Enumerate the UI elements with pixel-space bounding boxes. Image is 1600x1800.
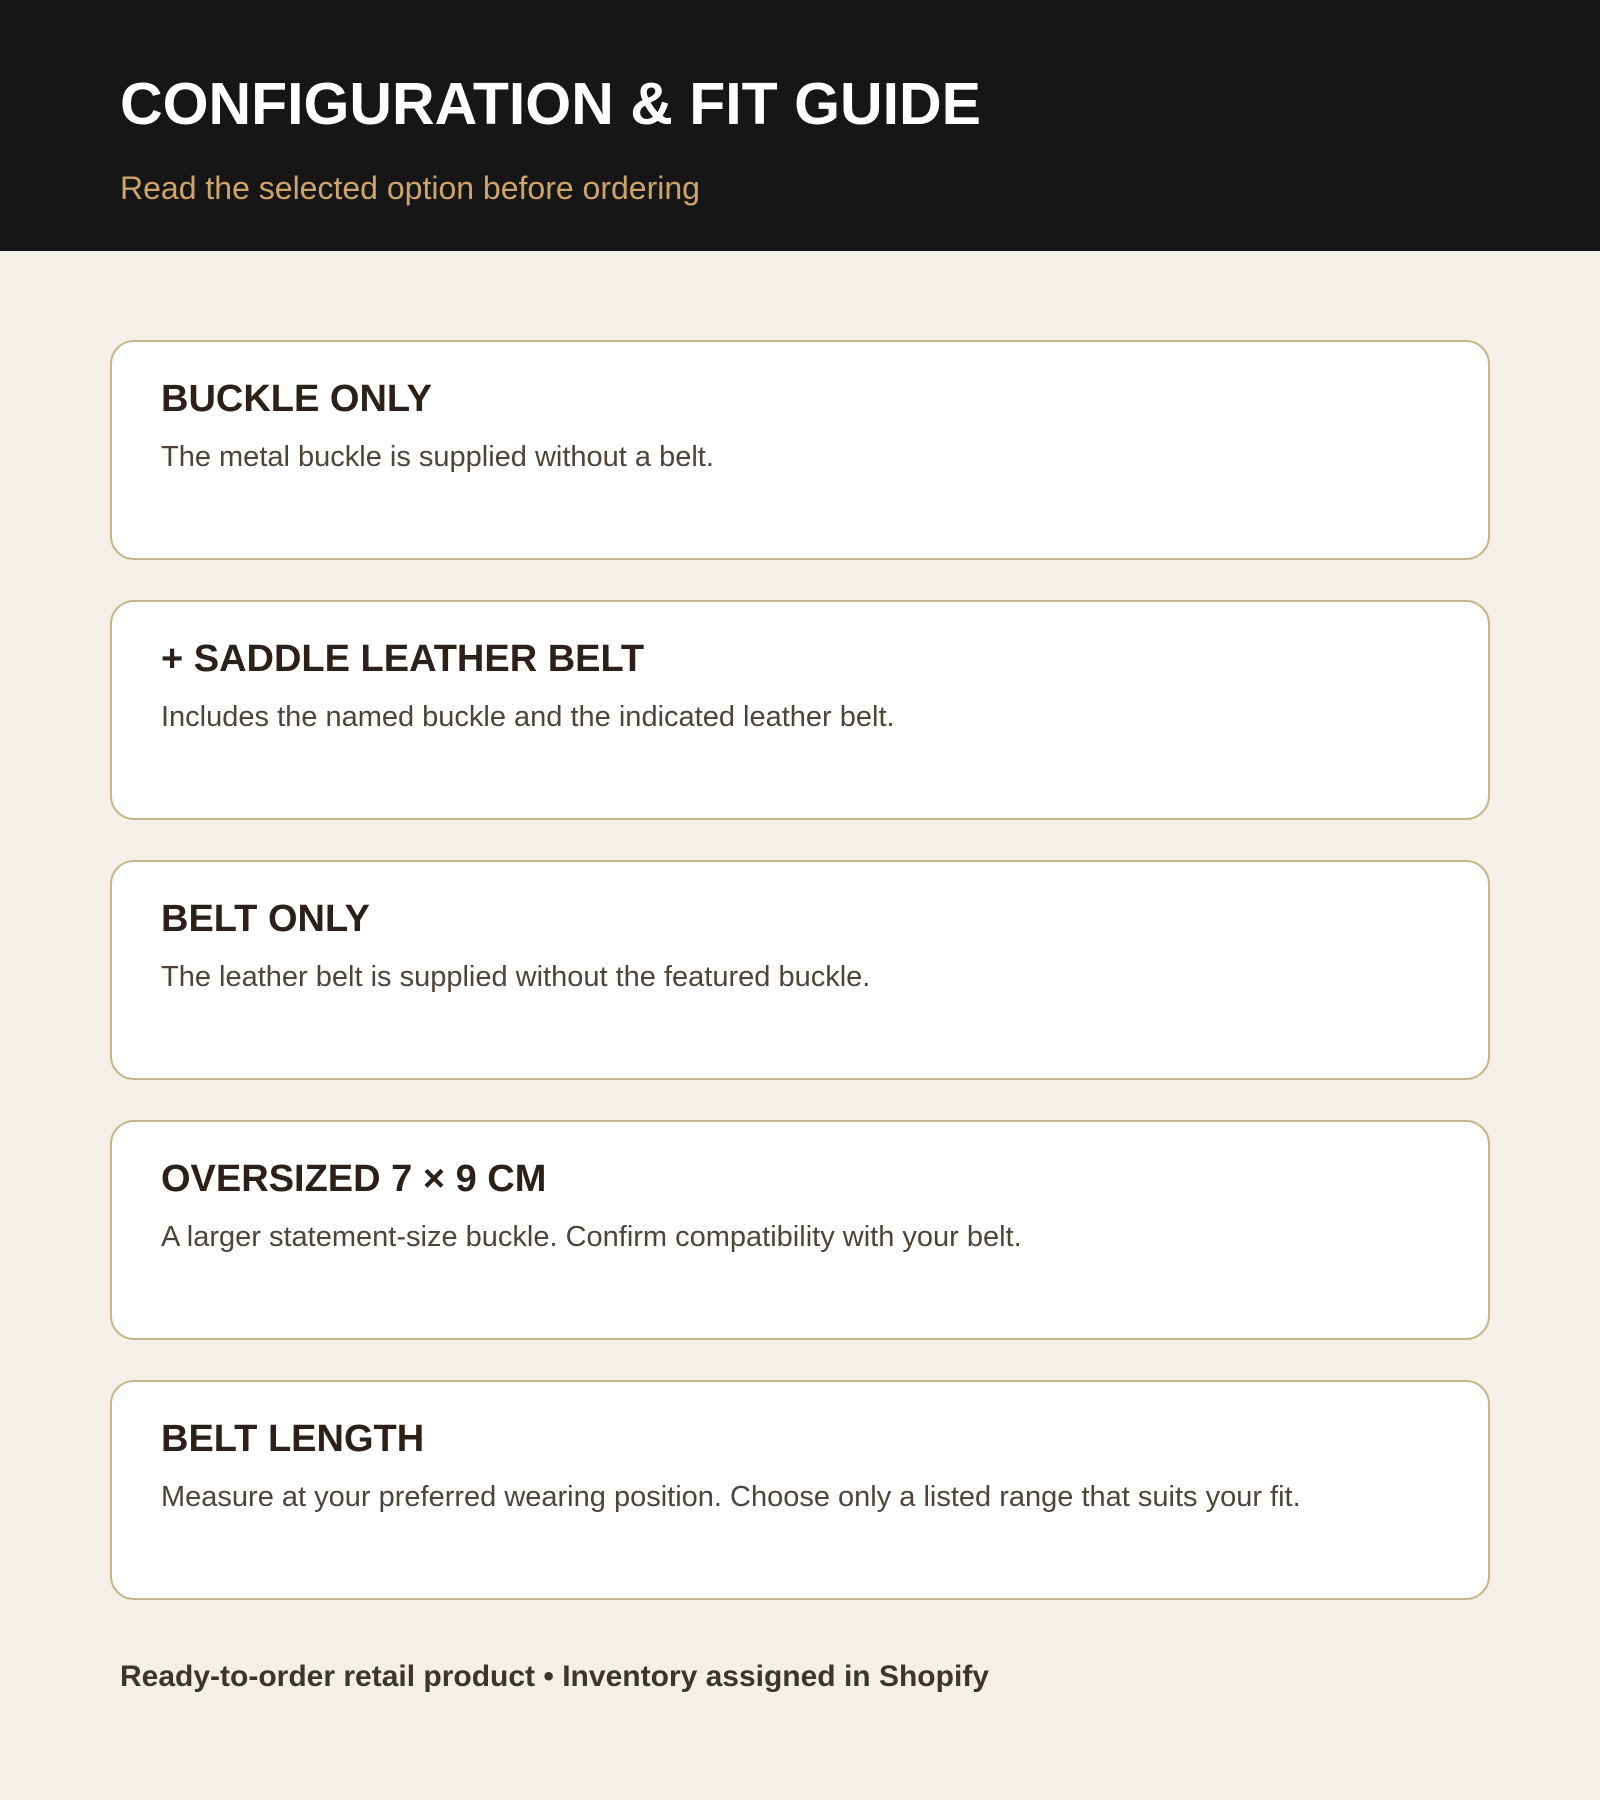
option-card-description: Includes the named buckle and the indicated leather belt. (161, 701, 895, 733)
option-card-title: + SADDLE LEATHER BELT (161, 638, 645, 680)
footer-note: Ready-to-order retail product • Inventory assigned in Shopify (120, 1660, 989, 1693)
option-card-belt-only (110, 860, 1490, 1080)
option-card-title: BUCKLE ONLY (161, 378, 432, 420)
option-card-list (110, 340, 1490, 1640)
option-card-description: The metal buckle is supplied without a belt. (161, 441, 714, 473)
option-card-oversized (110, 1120, 1490, 1340)
option-card-title: OVERSIZED 7 × 9 CM (161, 1158, 547, 1200)
option-card-description: The leather belt is supplied without the featured buckle. (161, 961, 871, 993)
option-card-buckle-only (110, 340, 1490, 560)
option-card-title: BELT LENGTH (161, 1418, 425, 1460)
option-card-description: A larger statement-size buckle. Confirm compatibility with your belt. (161, 1221, 1022, 1253)
option-card-belt-length (110, 1380, 1490, 1600)
page-header (0, 0, 1600, 251)
option-card-description: Measure at your preferred wearing position. Choose only a listed range that suits your fit. (161, 1481, 1301, 1513)
option-card-title: BELT ONLY (161, 898, 371, 940)
option-card-saddle-leather-belt (110, 600, 1490, 820)
page-subtitle: Read the selected option before ordering (120, 170, 700, 206)
page-title: CONFIGURATION & FIT GUIDE (120, 71, 981, 137)
